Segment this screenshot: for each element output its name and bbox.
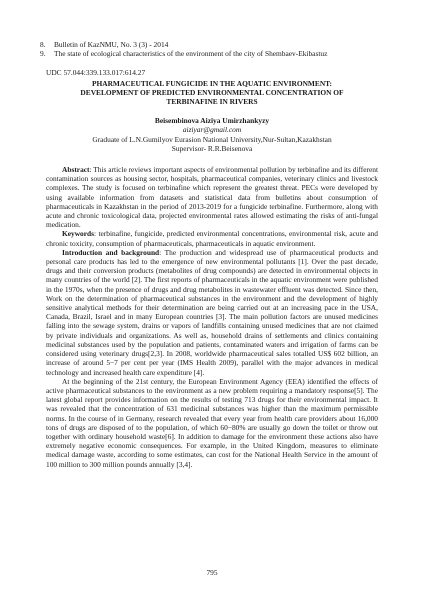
- title-line: DEVELOPMENT OF PREDICTED ENVIRONMENTAL CONCENTRATION OF: [80, 87, 344, 97]
- title-line: PHARMACEUTICAL FUNGICIDE IN THE AQUATIC ENVIRONMENT:: [91, 78, 332, 88]
- abstract-label: Abstract: [62, 165, 90, 175]
- reference-number: 9.: [40, 49, 46, 59]
- keywords-label: Keywords: [62, 229, 95, 239]
- author-affiliation: Graduate of L.N.Gumilyov Eurasion National University,Nur-Sultan,Kazakhstan: [92, 134, 332, 144]
- introduction-heading: Introduction and background: [62, 247, 160, 257]
- title-line: TERBINAFINE IN RIVERS: [166, 97, 258, 107]
- reference-text: Bulletin of KazNMU, No. 3 (3) - 2014: [54, 40, 169, 49]
- article-title: [46, 79, 378, 107]
- author-block: [46, 116, 378, 153]
- reference-item: [40, 49, 378, 58]
- author-email: aiziyar@gmail.com: [182, 125, 242, 135]
- body-paragraph: At the beginning of the 21st century, the European Environment Agency (EEA) identified the effects of active pharmaceutical substances to the environment as a new problem requiring a mandatory response[5]. The latest global report provides information on the results of testing 713 drugs for their environmental impact. It was revealed that the concentration of 631 medicinal substances was higher than the maximum permissible norms. In the course of in Germany, research revealed that every year from health care providers about 16,000 tons of drugs are disposed of to the population, of which 60−80% are usually go down the toilet or throw out together with ordinary household waste[6]. In addition to damage for the environment these actions also have extremely negative economic consequences. For example, in the United Kingdom, measures to eliminate medical damage waste, according to some estimates, can cost for the National Health Service in the amount of 100 million to 300 million pounds annually [3,4].: [46, 376, 378, 469]
- reference-item: [40, 40, 378, 49]
- supervisor: Supervisor- R.R.Beisenova: [171, 143, 253, 153]
- keywords-paragraph: [46, 229, 378, 247]
- author-name: Beisembinova Aiziya Umirzhankyzy: [154, 116, 270, 126]
- abstract-text: : This article reviews important aspects of environmental pollution by terbinafine and its different contamination sources as housing sector, hospitals, pharmaceutical companies, veterinary clinics and livestock complexes. The study is focused on terbinafine which represent the greatest threat. PECs were developed by using available information from datasets and statistical data from bulletins about consumption of pharmaceuticals in Kazakhstan in the period of 2013-2019 for a fungicide terbinafine. Furthermore, along with acute and chronic toxicological data, projected environmental rates allowed estimating the risks of anti-fungal medication.: [46, 165, 379, 230]
- udc-code: UDC 57.044:339.133.017:614.27: [46, 68, 146, 78]
- keywords-text: : terbinafine, fungicide, predicted environmental concentrations, environmental risk, acute and chronic toxicity, consumption of pharmaceuticals, pharmaceuticals in aquatic environment.: [46, 229, 378, 248]
- reference-text: The state of ecological characteristics of the environment of the city of Shembaev-Ekibastuz: [54, 49, 328, 59]
- page-number: 795: [206, 568, 218, 577]
- reference-list: [40, 40, 378, 58]
- introduction-paragraph: [46, 248, 378, 377]
- reference-number: 8.: [40, 40, 46, 49]
- abstract-paragraph: [46, 165, 378, 229]
- introduction-text: : The production and widespread use of pharmaceutical products and personal care products has led to the emergence of new environmental pollutants [1]. Over the past decade, drugs and their conversion products (metabolites of drug compounds) are detected in environmental objects in many countries of the world [2]. The first reports of pharmaceuticals in the aquatic environment were published in the 1970s, when the presence of drugs and drug metabolites in wastewater effluent was detected. Since then, Work on the determination of pharmaceutical substances in the environment and the development of highly sensitive analytical methods for their determination are being carried out at an increasing pace in the USA, Canada, Brazil, Israel and in many European countries [3]. The main pollution factors are unused medicines falling into the sewage system, drains or vapors of landfills containing unused medicines that are not claimed by private individuals and organizations. As well as, household drains of settlements and clinics containing medicinal substances used by the population and patients, contaminated waters and irrigation of farms can be considered using veterinary drugs[2,3]. In 2008, worldwide pharmaceutical sales totalled US$ 602 billion, an increase of around 5−7 per cent per year (IMS Health 2009), parallel with the major advances in medical technology and increased health care expenditure [4].: [46, 247, 379, 377]
